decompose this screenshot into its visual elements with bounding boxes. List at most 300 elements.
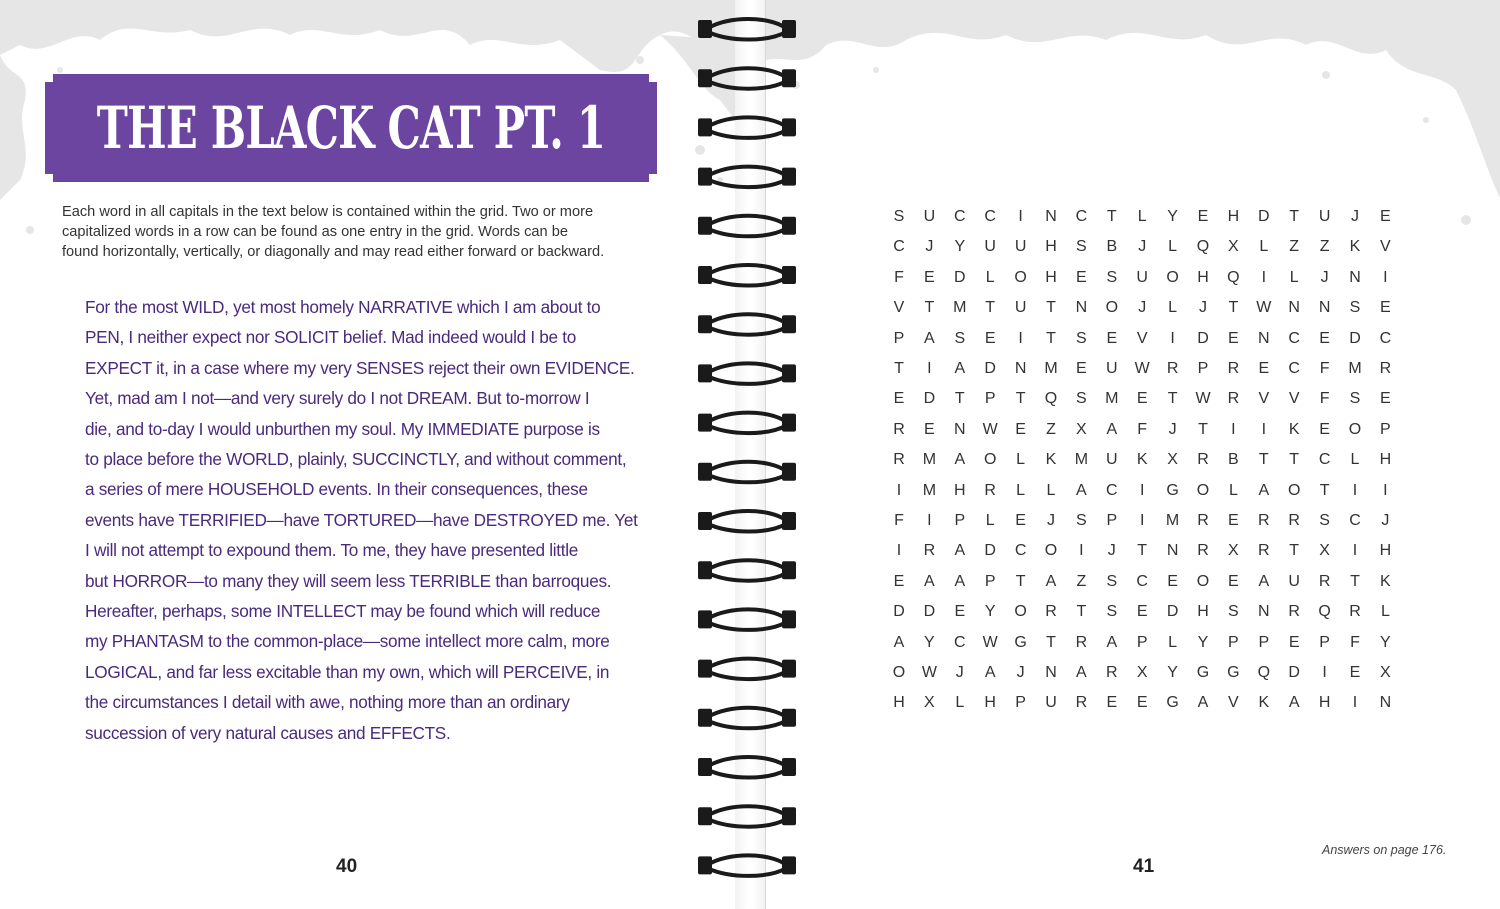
story-line: but HORROR—to many they will seem less TERRIBLE than barroques. xyxy=(85,570,612,591)
grid-letter: L xyxy=(985,268,995,286)
grid-letter: O xyxy=(1044,542,1058,560)
grid-letter: H xyxy=(1318,694,1331,712)
grid-letter: Y xyxy=(1167,208,1178,225)
grid-letter: U xyxy=(1136,268,1148,286)
grid-letter: R xyxy=(1349,603,1361,621)
left-page xyxy=(0,0,736,909)
grid-letter: W xyxy=(982,420,998,438)
grid-letter: I xyxy=(1018,208,1023,225)
grid-letter: H xyxy=(1197,268,1209,286)
grid-letter: A xyxy=(893,633,905,651)
grid-letter: G xyxy=(1196,664,1210,681)
grid-letter: J xyxy=(1168,420,1177,438)
grid-letter: R xyxy=(1106,664,1118,681)
story-text xyxy=(85,292,638,748)
grid-row xyxy=(884,445,1401,475)
grid-letter: E xyxy=(1228,329,1239,347)
story-line: the circumstances I detail with awe, nothing more than an ordinary xyxy=(85,692,570,713)
grid-letter: E xyxy=(1319,329,1330,347)
grid-letter: P xyxy=(1380,420,1391,438)
spiral-coil xyxy=(698,363,796,384)
grid-row xyxy=(884,415,1401,445)
grid-letter: R xyxy=(1258,512,1270,529)
grid-letter: P xyxy=(1258,633,1270,651)
grid-letter: E xyxy=(893,390,905,408)
grid-letter: O xyxy=(1196,481,1210,499)
grid-letter: R xyxy=(1197,512,1209,529)
grid-letter: U xyxy=(1106,451,1118,469)
grid-letter: C xyxy=(1349,512,1361,529)
grid-row xyxy=(884,384,1401,414)
grid-letter: A xyxy=(954,360,966,377)
grid-letter: C xyxy=(1318,451,1331,469)
grid-letter: S xyxy=(1106,603,1118,621)
grid-letter: F xyxy=(894,512,904,529)
grid-letter: M xyxy=(1348,360,1362,377)
grid-letter: S xyxy=(1349,390,1361,408)
grid-letter: Z xyxy=(1076,572,1087,590)
spiral-coil xyxy=(698,117,796,137)
grid-letter: N xyxy=(1318,299,1331,317)
grid-letter: S xyxy=(1106,572,1118,590)
grid-letter: R xyxy=(1075,694,1088,712)
grid-letter: K xyxy=(1258,694,1270,712)
page-number-right: 41 xyxy=(1133,856,1155,877)
grid-letter: E xyxy=(1136,390,1148,408)
grid-letter: K xyxy=(1349,238,1361,256)
grid-letter: Y xyxy=(1380,633,1391,651)
grid-letter: I xyxy=(1352,542,1358,560)
grid-letter: H xyxy=(1379,451,1392,469)
spiral-binding xyxy=(690,0,802,909)
grid-letter: C xyxy=(1106,481,1118,499)
grid-letter: R xyxy=(1075,633,1088,651)
grid-letter: Z xyxy=(1289,238,1300,256)
spiral-coil xyxy=(698,609,796,630)
grid-letter: N xyxy=(1166,542,1179,560)
grid-letter: J xyxy=(1107,542,1116,560)
grid-letter: T xyxy=(1167,390,1178,408)
grid-row xyxy=(884,263,1401,293)
grid-letter: X xyxy=(1319,542,1330,560)
grid-letter: Z xyxy=(1046,420,1056,438)
grid-letter: G xyxy=(1166,481,1179,499)
grid-letter: C xyxy=(954,208,966,225)
grid-letter: Y xyxy=(1197,633,1209,651)
grid-row xyxy=(884,628,1401,658)
spiral-coil xyxy=(698,806,796,827)
grid-letter: X xyxy=(1167,451,1178,469)
grid-letter: E xyxy=(1228,572,1239,590)
grid-letter: Y xyxy=(954,238,966,256)
grid-letter: R xyxy=(1227,360,1240,377)
grid-letter: T xyxy=(985,299,996,317)
grid-letter: R xyxy=(1227,390,1240,408)
grid-letter: T xyxy=(1015,390,1026,408)
grid-letter: F xyxy=(1350,633,1360,651)
grid-letter: B xyxy=(1228,451,1239,469)
grid-letter: P xyxy=(954,512,966,529)
grid-letter: M xyxy=(1044,360,1058,377)
grid-letter: E xyxy=(1076,360,1087,377)
grid-letter: T xyxy=(1198,420,1208,438)
grid-letter: E xyxy=(1228,512,1239,529)
grid-letter: P xyxy=(1136,633,1148,651)
grid-letter: K xyxy=(1045,451,1057,469)
grid-letter: K xyxy=(1136,451,1148,469)
grid-letter: I xyxy=(1383,481,1388,499)
grid-letter: R xyxy=(893,451,905,469)
grid-letter: N xyxy=(1045,208,1057,225)
spiral-coil xyxy=(698,19,796,40)
grid-letter: N xyxy=(1379,694,1392,712)
grid-letter: P xyxy=(984,572,996,590)
grid-letter: W xyxy=(982,633,998,651)
grid-letter: I xyxy=(1079,542,1084,560)
grid-letter: B xyxy=(1106,238,1118,256)
grid-letter: E xyxy=(1319,420,1330,438)
grid-letter: G xyxy=(1227,664,1240,681)
grid-letter: Y xyxy=(924,633,935,651)
grid-letter: T xyxy=(1319,481,1330,499)
story-line: succession of very natural causes and EFFECTS. xyxy=(85,722,451,743)
grid-letter: D xyxy=(893,603,905,621)
grid-letter: D xyxy=(1349,329,1361,347)
grid-letter: S xyxy=(1106,268,1118,286)
grid-letter: Q xyxy=(1044,390,1058,408)
grid-row xyxy=(884,597,1401,627)
grid-letter: P xyxy=(1228,633,1239,651)
grid-letter: T xyxy=(1350,572,1360,590)
grid-letter: I xyxy=(1170,329,1175,347)
grid-row xyxy=(884,202,1401,232)
grid-letter: E xyxy=(1380,390,1391,408)
grid-letter: E xyxy=(1167,572,1178,590)
grid-letter: M xyxy=(922,481,937,499)
grid-letter: J xyxy=(955,664,964,681)
grid-letter: H xyxy=(1379,542,1392,560)
grid-letter: L xyxy=(1168,299,1178,317)
grid-letter: S xyxy=(1076,329,1087,347)
grid-letter: A xyxy=(1106,420,1118,438)
grid-letter: J xyxy=(925,238,934,256)
grid-letter: D xyxy=(1166,603,1179,621)
grid-letter: S xyxy=(1228,603,1239,621)
story-line: my PHANTASM to the common-place—some intellect more calm, more xyxy=(85,631,610,652)
grid-letter: O xyxy=(1287,481,1301,499)
grid-letter: H xyxy=(1197,603,1209,621)
grid-letter: R xyxy=(1197,542,1209,560)
grid-letter: O xyxy=(1014,603,1027,621)
grid-letter: E xyxy=(1106,694,1118,712)
grid-letter: Z xyxy=(1319,238,1330,256)
grid-letter: C xyxy=(1288,360,1300,377)
grid-letter: K xyxy=(1380,572,1391,590)
grid-row xyxy=(884,476,1401,506)
grid-letter: W xyxy=(1256,299,1272,317)
story-line: For the most WILD, yet most homely NARRATIVE which I am about to xyxy=(85,297,601,317)
grid-letter: Q xyxy=(1227,268,1240,286)
spiral-coil xyxy=(698,265,796,286)
grid-letter: U xyxy=(1014,299,1027,317)
grid-letter: E xyxy=(1197,208,1209,225)
grid-letter: A xyxy=(954,572,966,590)
grid-letter: V xyxy=(893,299,905,317)
grid-letter: R xyxy=(1045,603,1057,621)
instructions-line: found horizontally, vertically, or diagonally and may read either forward or backward. xyxy=(62,244,605,260)
grid-letter: P xyxy=(1106,512,1118,529)
grid-letter: L xyxy=(1228,481,1238,499)
grid-row xyxy=(884,536,1401,566)
grid-letter: M xyxy=(1165,512,1180,529)
grid-letter: R xyxy=(1258,542,1270,560)
grid-letter: J xyxy=(1047,512,1055,529)
story-line: PEN, I neither expect nor SOLICIT belief. Mad indeed would I be to xyxy=(85,327,577,348)
grid-letter: P xyxy=(1197,360,1209,377)
grid-letter: T xyxy=(1046,633,1056,651)
grid-letter: A xyxy=(924,572,935,590)
grid-letter: J xyxy=(1199,299,1207,317)
grid-letter: N xyxy=(1258,603,1270,621)
grid-row xyxy=(884,688,1401,718)
grid-letter: M xyxy=(953,299,967,317)
grid-letter: V xyxy=(1380,238,1391,256)
grid-row xyxy=(884,324,1401,354)
grid-letter: X xyxy=(1228,542,1239,560)
grid-letter: I xyxy=(1231,420,1236,438)
grid-letter: U xyxy=(923,208,936,225)
grid-letter: L xyxy=(1289,268,1299,286)
instructions xyxy=(62,202,642,262)
grid-letter: C xyxy=(1136,572,1148,590)
grid-letter: T xyxy=(954,390,965,408)
grid-letter: W xyxy=(921,664,937,681)
grid-letter: I xyxy=(1139,512,1145,529)
story-line: EXPECT it, in a case where my very SENSES reject their own EVIDENCE. xyxy=(85,357,635,378)
grid-letter: D xyxy=(923,603,936,621)
grid-letter: I xyxy=(1261,420,1267,438)
grid-letter: N xyxy=(1288,299,1300,317)
spiral-coil xyxy=(698,708,796,729)
story-line: events have TERRIFIED—have TORTURED—have DESTROYED me. Yet xyxy=(85,509,638,530)
page-number-left: 40 xyxy=(336,856,358,877)
spiral-coil xyxy=(698,855,796,876)
grid-letter: D xyxy=(923,390,936,408)
grid-letter: U xyxy=(1318,208,1331,225)
grid-letter: O xyxy=(983,451,997,469)
grid-letter: I xyxy=(1261,268,1267,286)
grid-letter: W xyxy=(1195,390,1211,408)
grid-letter: A xyxy=(1258,481,1270,499)
grid-letter: N xyxy=(954,420,966,438)
grid-letter: S xyxy=(1319,512,1330,529)
grid-letter: V xyxy=(1288,390,1300,408)
grid-row xyxy=(884,658,1401,688)
grid-letter: D xyxy=(954,268,966,286)
grid-letter: X xyxy=(1136,664,1148,681)
spiral-coil xyxy=(698,511,796,532)
grid-letter: I xyxy=(1352,694,1358,712)
grid-letter: J xyxy=(1351,208,1359,225)
grid-letter: H xyxy=(1227,208,1240,225)
grid-letter: D xyxy=(1288,664,1300,681)
grid-letter: D xyxy=(984,360,996,377)
grid-letter: A xyxy=(1197,694,1209,712)
grid-letter: U xyxy=(1288,572,1300,590)
grid-letter: T xyxy=(1289,451,1300,469)
grid-letter: T xyxy=(1046,299,1056,317)
page-title: THE BLACK CAT PT. 1 xyxy=(96,94,606,162)
grid-letter: L xyxy=(1350,451,1360,469)
grid-letter: H xyxy=(1045,238,1057,256)
grid-letter: E xyxy=(1106,329,1118,347)
grid-letter: E xyxy=(1380,299,1391,317)
grid-letter: W xyxy=(1134,360,1150,377)
grid-letter: R xyxy=(1288,512,1300,529)
story-line: Hereafter, perhaps, some INTELLECT may be found which will reduce xyxy=(85,601,601,622)
grid-letter: H xyxy=(984,694,996,712)
grid-letter: T xyxy=(1258,451,1269,469)
grid-letter: C xyxy=(954,633,966,651)
story-line: Yet, mad am I not—and very surely do I not DREAM. But to-morrow I xyxy=(85,388,590,409)
grid-letter: R xyxy=(893,420,905,438)
grid-letter: I xyxy=(1322,664,1327,681)
grid-letter: E xyxy=(954,603,966,621)
grid-letter: R xyxy=(923,542,936,560)
grid-letter: I xyxy=(896,542,902,560)
grid-letter: J xyxy=(1381,512,1390,529)
grid-letter: D xyxy=(1258,208,1270,225)
grid-letter: R xyxy=(984,481,996,499)
grid-letter: A xyxy=(1076,481,1087,499)
grid-letter: C xyxy=(893,238,905,256)
grid-letter: A xyxy=(924,329,935,347)
grid-letter: N xyxy=(1075,299,1088,317)
grid-letter: A xyxy=(954,542,966,560)
grid-letter: A xyxy=(1106,633,1118,651)
grid-letter: L xyxy=(1016,451,1026,469)
spiral-coil xyxy=(698,68,796,89)
grid-letter: Q xyxy=(1196,238,1210,256)
grid-letter: L xyxy=(1046,481,1056,499)
spiral-coil xyxy=(698,757,796,778)
grid-letter: T xyxy=(1289,208,1300,225)
story-line: LOGICAL, and far less excitable than my own, which will PERCEIVE, in xyxy=(85,661,610,682)
grid-letter: F xyxy=(894,268,904,286)
grid-letter: Y xyxy=(984,603,996,621)
grid-letter: I xyxy=(1139,481,1145,499)
grid-letter: T xyxy=(894,360,904,377)
grid-letter: E xyxy=(1076,268,1087,286)
grid-letter: S xyxy=(1076,238,1087,256)
grid-letter: M xyxy=(1074,451,1089,469)
grid-letter: H xyxy=(1045,268,1057,286)
grid-letter: E xyxy=(1015,512,1026,529)
grid-letter: P xyxy=(893,329,905,347)
grid-letter: C xyxy=(1014,542,1027,560)
grid-letter: P xyxy=(1319,633,1330,651)
grid-letter: T xyxy=(1289,542,1300,560)
grid-letter: U xyxy=(984,238,996,256)
grid-letter: C xyxy=(984,208,996,225)
grid-letter: J xyxy=(1016,664,1025,681)
grid-letter: T xyxy=(1137,542,1148,560)
grid-letter: L xyxy=(1380,603,1390,621)
grid-letter: L xyxy=(1259,238,1269,256)
grid-letter: J xyxy=(1138,299,1147,317)
grid-letter: E xyxy=(893,572,905,590)
grid-letter: E xyxy=(1380,208,1391,225)
grid-letter: G xyxy=(1166,694,1179,712)
story-line: I will not attempt to expound them. To me, they have presented little xyxy=(85,540,578,561)
grid-letter: L xyxy=(1168,633,1178,651)
answers-note: Answers on page 176. xyxy=(1322,843,1447,857)
grid-letter: E xyxy=(1136,603,1148,621)
grid-letter: T xyxy=(1106,208,1117,225)
grid-letter: K xyxy=(1288,420,1300,438)
grid-letter: Y xyxy=(1167,664,1178,681)
grid-letter: C xyxy=(1379,329,1392,347)
grid-letter: N xyxy=(1014,360,1027,377)
grid-letter: X xyxy=(924,694,935,712)
grid-letter: E xyxy=(1288,633,1300,651)
grid-letter: E xyxy=(924,268,935,286)
spiral-coil xyxy=(698,659,796,680)
right-page xyxy=(765,0,1500,909)
grid-letter: O xyxy=(1105,299,1119,317)
grid-letter: F xyxy=(1319,360,1330,377)
spiral-coil xyxy=(698,314,796,335)
grid-letter: O xyxy=(892,664,906,681)
grid-letter: I xyxy=(1383,268,1388,286)
grid-letter: D xyxy=(1197,329,1209,347)
grid-letter: L xyxy=(1168,238,1178,256)
grid-letter: C xyxy=(1075,208,1088,225)
grid-letter: S xyxy=(1076,512,1087,529)
grid-letter: Q xyxy=(1318,603,1331,621)
grid-letter: U xyxy=(1106,360,1118,377)
grid-letter: N xyxy=(1258,329,1270,347)
grid-letter: I xyxy=(1352,481,1358,499)
grid-letter: T xyxy=(924,299,935,317)
grid-row xyxy=(884,354,1401,384)
grid-letter: O xyxy=(1196,572,1210,590)
grid-row xyxy=(884,232,1401,262)
spiral-coil xyxy=(698,462,796,483)
grid-letter: Q xyxy=(1257,664,1271,681)
grid-letter: S xyxy=(1349,299,1361,317)
grid-letter: E xyxy=(1136,694,1148,712)
grid-letter: S xyxy=(954,329,966,347)
grid-row xyxy=(884,567,1401,597)
grid-letter: J xyxy=(1138,238,1147,256)
grid-letter: L xyxy=(985,512,995,529)
grid-letter: I xyxy=(896,481,902,499)
grid-letter: A xyxy=(1258,572,1270,590)
spiral-coil xyxy=(698,167,796,188)
grid-letter: X xyxy=(1228,238,1239,256)
title-banner xyxy=(45,74,657,182)
grid-letter: J xyxy=(1320,268,1329,286)
grid-letter: X xyxy=(1076,420,1087,438)
grid-letter: M xyxy=(1105,390,1119,408)
grid-letter: G xyxy=(1014,633,1027,651)
grid-letter: V xyxy=(1228,694,1239,712)
spiral-coil xyxy=(698,560,796,581)
grid-row xyxy=(884,293,1401,323)
instructions-line: capitalized words in a row can be found as one entry in the grid. Words can be xyxy=(62,224,568,240)
grid-letter: H xyxy=(954,481,966,499)
